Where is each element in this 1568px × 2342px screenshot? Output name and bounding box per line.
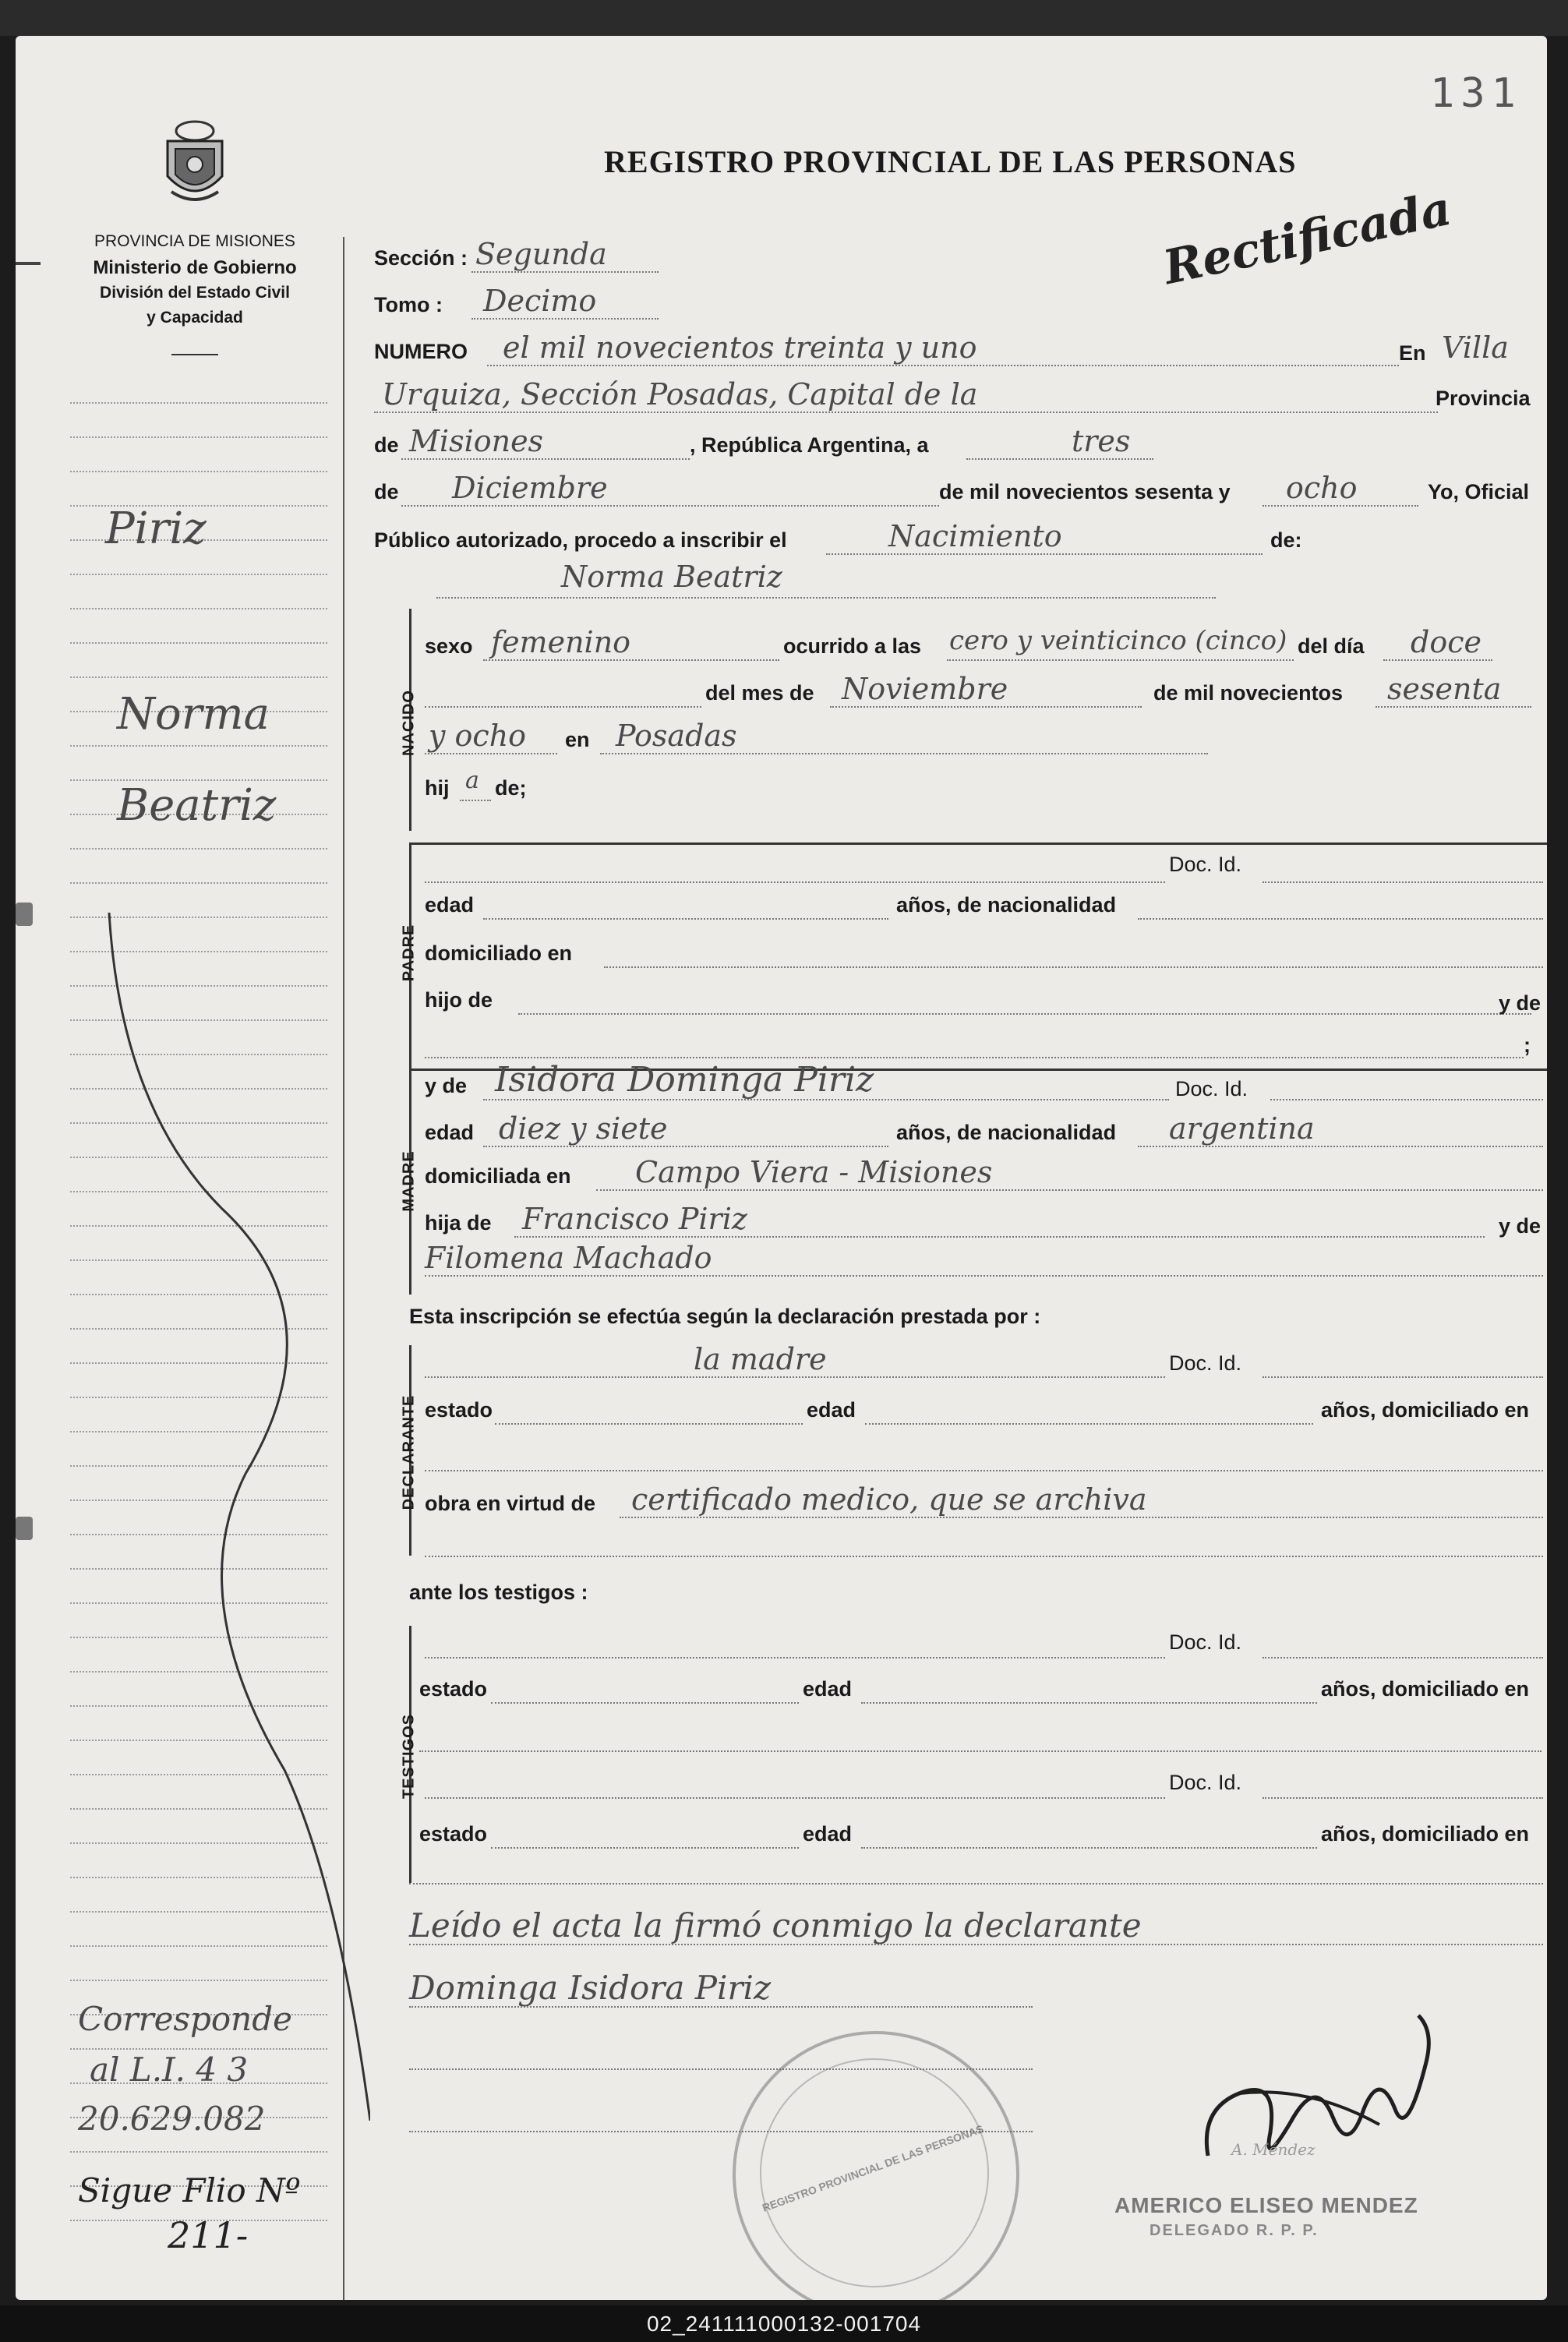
- testigo1-doc-label: Doc. Id.: [1169, 1630, 1242, 1654]
- numero-value: el mil novecientos treinta y uno: [503, 330, 977, 365]
- margin-surname: Piriz: [105, 503, 207, 554]
- de-mil-nov-label: de mil novecientos: [1153, 681, 1344, 705]
- officer-name: AMERICO ELISEO MENDEZ: [1114, 2193, 1418, 2217]
- en-label: En: [1399, 341, 1426, 365]
- anio-nac-value-1: sesenta: [1387, 672, 1502, 706]
- mes-nac-value: Noviembre: [842, 672, 1008, 706]
- official-signature-icon: [1192, 2000, 1442, 2179]
- coat-of-arms-icon: [160, 114, 230, 207]
- madre-edad-label: edad: [425, 1121, 475, 1144]
- seccion-label: Sección :: [374, 246, 468, 270]
- margin-corresponde1: Corresponde: [78, 2000, 292, 2038]
- registry-seal-text: REGISTRO PROVINCIAL DE LAS PERSONAS: [760, 2122, 986, 2214]
- margin-corresponde3: 20.629.082: [78, 2100, 266, 2138]
- seccion-value: Segunda: [475, 237, 607, 271]
- de-colon-label: de:: [1270, 528, 1302, 552]
- hij-label: hij: [425, 776, 450, 800]
- testigo2-edad-label: edad: [803, 1822, 853, 1846]
- testigo1-anos-label: años, domiciliado en: [1321, 1677, 1530, 1701]
- testigo1-edad-label: edad: [803, 1677, 853, 1701]
- yo-oficial-label: Yo, Oficial: [1428, 480, 1530, 503]
- padre-edad-label: edad: [425, 893, 475, 917]
- dia-value: tres: [1072, 424, 1131, 458]
- dia-nac-value: doce: [1411, 625, 1481, 659]
- hora-value: cero y veinticinco (cinco): [949, 625, 1287, 656]
- declarante-anos-label: años, domiciliado en: [1321, 1398, 1530, 1422]
- madre-nac-value: argentina: [1169, 1111, 1315, 1146]
- document-page: [16, 36, 1547, 2300]
- madre-y-de-label-2: y de: [1499, 1214, 1542, 1238]
- padre-y-de-label: y de: [1499, 991, 1542, 1015]
- en-lower-label: en: [565, 728, 590, 751]
- nacido-label: NACIDO: [400, 690, 418, 756]
- sexo-value: femenino: [491, 625, 631, 659]
- page-number: 131: [1430, 70, 1522, 117]
- anio-nac-value-2: y ocho: [429, 719, 527, 753]
- declarante-edad-label: edad: [807, 1398, 856, 1422]
- firma-declarante: Dominga Isidora Piriz: [409, 1969, 772, 2007]
- madre-label: MADRE: [400, 1150, 418, 1212]
- hij-suffix: a: [465, 767, 479, 794]
- header-divider: [171, 354, 218, 355]
- lugar2-value: Urquiza, Sección Posadas, Capital de la: [382, 377, 978, 412]
- madre-y-de-label: y de: [425, 1074, 468, 1097]
- declarante-value: la madre: [694, 1342, 827, 1376]
- testigo1-estado-label: estado: [419, 1677, 488, 1701]
- declarante-estado-label: estado: [425, 1398, 493, 1422]
- obra-label: obra en virtud de: [425, 1492, 596, 1515]
- cierre-text: Leído el acta la firmó conmigo la declarante: [409, 1906, 1142, 1945]
- madre-madre-value: Filomena Machado: [425, 1241, 712, 1275]
- binder-spine: [0, 0, 1568, 36]
- province-label: PROVINCIA DE MISIONES: [94, 232, 295, 250]
- anio-value: ocho: [1286, 471, 1358, 505]
- margin-strike-line: [90, 913, 370, 2121]
- provincia-label: Provincia: [1436, 387, 1531, 410]
- madre-doc-label: Doc. Id.: [1175, 1077, 1248, 1100]
- lugar1-value: Villa: [1442, 330, 1509, 365]
- officer-title: DELEGADO R. P. P.: [1150, 2222, 1319, 2239]
- testigos-vlabel: TESTIGOS: [400, 1713, 418, 1800]
- padre-dom-label: domiciliado en: [425, 941, 573, 965]
- testigo2-doc-label: Doc. Id.: [1169, 1771, 1242, 1794]
- margin-sigue: Sigue Flio Nº: [78, 2171, 301, 2210]
- madre-padre-value: Francisco Piriz: [522, 1202, 747, 1236]
- ocurrido-label: ocurrido a las: [783, 634, 922, 658]
- margin-sigue-number: 211-: [168, 2214, 249, 2256]
- lugar-nac-value: Posadas: [616, 719, 737, 753]
- padre-semicolon: ;: [1524, 1033, 1531, 1057]
- del-dia-label: del día: [1298, 634, 1365, 658]
- madre-edad-value: diez y siete: [499, 1111, 668, 1146]
- publico-label: Público autorizado, procedo a inscribir el: [374, 528, 787, 552]
- numero-label: NUMERO: [374, 340, 468, 363]
- del-mes-label: del mes de: [705, 681, 814, 705]
- declaracion-label: Esta inscripción se efectúa según la declaración prestada por :: [409, 1305, 1041, 1328]
- testigo2-estado-label: estado: [419, 1822, 488, 1846]
- padre-hijo-label: hijo de: [425, 988, 493, 1012]
- mes-value: Diciembre: [452, 471, 608, 505]
- document-title: REGISTRO PROVINCIAL DE LAS PERSONAS: [604, 144, 1297, 179]
- declarante-doc-label: Doc. Id.: [1169, 1351, 1242, 1375]
- padre-nac-label: años, de nacionalidad: [896, 893, 1117, 917]
- declarante-label: DECLARANTE: [400, 1394, 418, 1510]
- binding-mark-3: [16, 1517, 33, 1540]
- binding-mark-2: [16, 903, 33, 926]
- acto-value: Nacimiento: [888, 519, 1062, 553]
- image-id-footer: 02_241111000132-001704: [0, 2305, 1568, 2342]
- ministry-label: Ministerio de Gobierno: [93, 257, 297, 278]
- testigos-label: ante los testigos :: [409, 1581, 588, 1604]
- madre-nac-label: años, de nacionalidad: [896, 1121, 1117, 1144]
- capacity-label: y Capacidad: [147, 309, 243, 327]
- republica-label: , República Argentina, a: [690, 433, 929, 457]
- tomo-value: Decimo: [483, 284, 597, 318]
- margin-corresponde2: al L.I. 4 3: [90, 2051, 249, 2089]
- de-mil-label: de mil novecientos sesenta y: [939, 480, 1231, 503]
- tomo-label: Tomo :: [374, 293, 443, 316]
- de-label-2: de: [374, 480, 399, 503]
- madre-nombre-value: Isidora Dominga Piriz: [495, 1060, 874, 1100]
- padre-doc-label: Doc. Id.: [1169, 853, 1242, 876]
- testigo2-anos-label: años, domiciliado en: [1321, 1822, 1530, 1846]
- padre-top-rule: [409, 842, 1547, 845]
- madre-hija-label: hija de: [425, 1211, 492, 1235]
- margin-name1: Norma: [117, 689, 270, 740]
- binding-mark-1: [16, 262, 41, 265]
- de-label: de: [374, 433, 399, 457]
- madre-dom-value: Campo Viera - Misiones: [635, 1155, 993, 1189]
- margin-name2: Beatriz: [117, 780, 277, 831]
- provincia-value: Misiones: [409, 424, 544, 458]
- de-semi-label: de;: [495, 776, 527, 800]
- nombre-value: Norma Beatriz: [561, 560, 782, 594]
- rectificada-stamp: Rectificada: [1158, 181, 1457, 296]
- firma-oficial: A. Méndez: [1231, 2140, 1315, 2159]
- padre-label: PADRE: [400, 924, 418, 982]
- obra-value: certificado medico, que se archiva: [631, 1482, 1147, 1517]
- sexo-label: sexo: [425, 634, 473, 658]
- madre-dom-label: domiciliada en: [425, 1164, 571, 1188]
- division-label: División del Estado Civil: [100, 284, 290, 302]
